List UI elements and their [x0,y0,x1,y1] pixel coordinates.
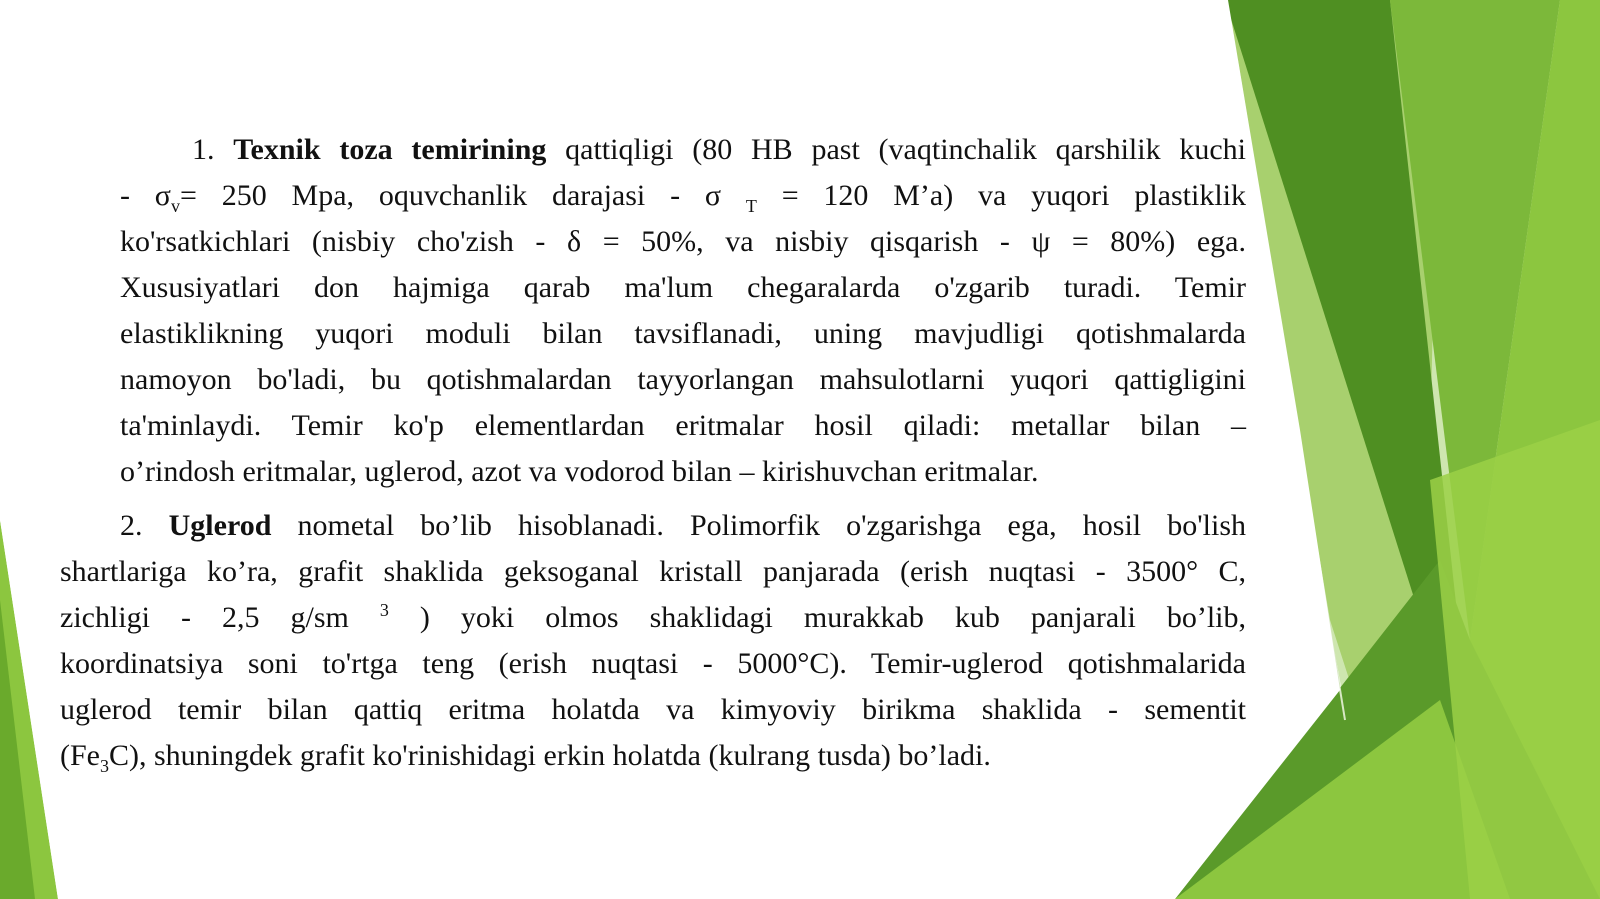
text-run: - σ [120,179,171,212]
bold-term: Uglerod [168,509,272,542]
text-run: = 120 M’a) va yuqori plastiklik [756,179,1246,212]
text-run: = 250 Mpa, oquvchanlik darajasi - σ [179,179,746,212]
text-run: nometal bo’lib hisoblanadi. Polimorfik o'zgarishga ega, hosil bo'lish [271,509,1246,542]
text-line [60,641,1246,687]
text-run: o’rindosh eritmalar, uglerod, azot va vodorod bilan – kirishuvchan eritmalar. [120,455,1039,488]
text-run: uglerod temir bilan qattiq eritma holatda va kimyoviy birikma shaklida - sementit [60,693,1246,726]
text-run: ta'minlaydi. Temir ko'p elementlardan eritmalar hosil qiladi: metallar bilan – [120,409,1246,442]
text-line [120,449,1246,495]
text-run: namoyon bo'ladi, bu qotishmalardan tayyorlangan mahsulotlarni yuqori qattigligini [120,363,1246,396]
subscript: 3 [100,756,109,776]
text-run: C), shuningdek grafit ko'rinishidagi erkin holatda (kulrang tusda) bo’ladi. [109,739,991,772]
text-run: ) yoki olmos shaklidagi murakkab kub panjarali bo’lib, [388,601,1246,634]
text-run: elastiklikning yuqori moduli bilan tavsiflanadi, uning mavjudligi qotishmalarda [120,317,1246,350]
text-run: Xususiyatlari don hajmiga qarab ma'lum chegaralarda o'zgarib turadi. Temir [120,271,1246,304]
text-run: (Fe [60,739,100,772]
text-line [60,733,1246,779]
text-line [120,265,1246,311]
subscript: T [745,196,757,216]
bold-term: Texnik toza temirining [233,133,547,166]
text-run: 2. [120,509,169,542]
text-line [120,311,1246,357]
text-line [60,595,1246,641]
text-line [120,503,1246,549]
text-line [120,357,1246,403]
text-run: qattiqligi (80 HB past (vaqtinchalik qarshilik kuchi [546,133,1246,166]
text-run: shartlariga ko’ra, grafit shaklida geksoganal kristall panjarada (erish nuqtasi - 3500° C, [60,555,1246,588]
text-run: 1. [192,133,234,166]
text-run: koordinatsiya soni to'rtga teng (erish nuqtasi - 5000°C). Temir-uglerod qotishmalarida [60,647,1246,680]
text-run: zichligi - 2,5 g/sm [60,601,380,634]
text-line [60,687,1246,733]
superscript: 3 [379,600,389,620]
text-run: ko'rsatkichlari (nisbiy cho'zish - δ = 50%, va nisbiy qisqarish - ψ = 80%) ega. [120,225,1246,258]
text-line [120,219,1246,265]
text-line [120,173,1246,219]
subscript: v [170,196,180,216]
text-line [60,549,1246,595]
text-line [120,403,1246,449]
text-line [192,127,1246,173]
